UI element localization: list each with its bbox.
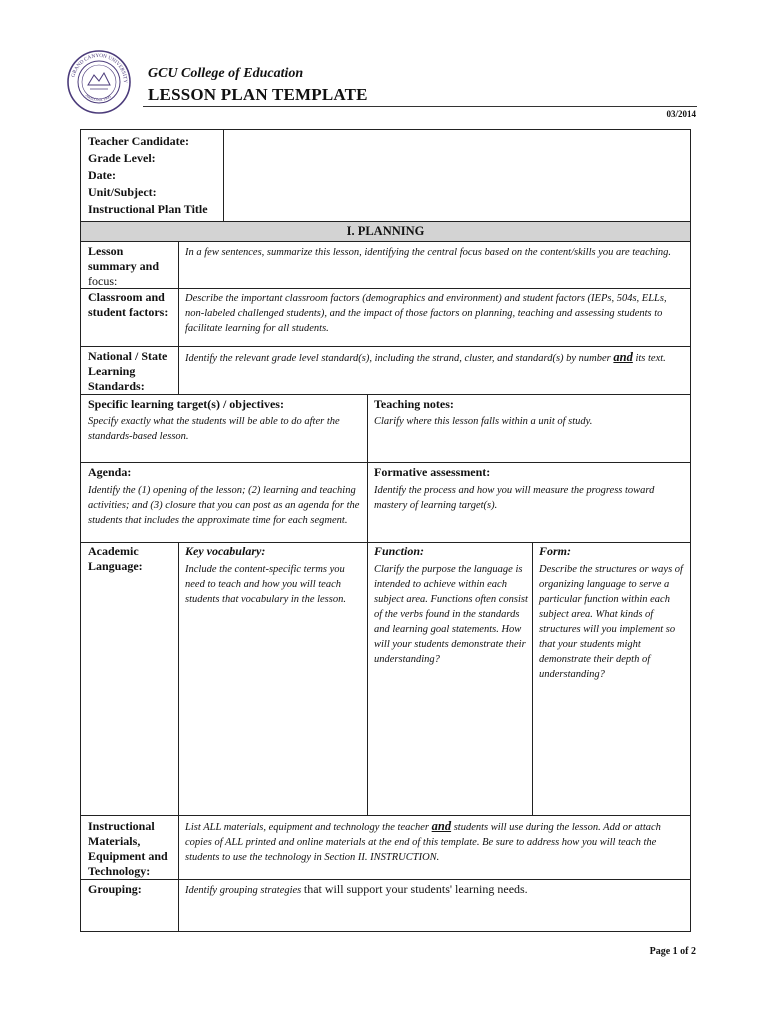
svg-text:GRAND CANYON UNIVERSITY: GRAND CANYON UNIVERSITY bbox=[70, 52, 129, 84]
planning-section-header bbox=[81, 221, 690, 242]
key-vocabulary-label: Key vocabulary: bbox=[185, 544, 266, 558]
grouping-label: Grouping: bbox=[88, 882, 142, 896]
formative-assessment-label: Formative assessment: bbox=[374, 465, 491, 479]
agenda-text: Identify the (1) opening of the lesson; (2) learning and teaching activities; and (3) closure that you can post as an agenda for the students that includes the approximate time for each segment. bbox=[88, 485, 360, 526]
label-column-divider bbox=[178, 242, 179, 394]
classroom-factors-text: Describe the important classroom factors (demographics and environment) and student factors (IEPs, 504s, ELLs, non-labeled challenged students), and the impact of those factors on planning, teaching and assessing students to facilitate learning for all students. bbox=[185, 293, 667, 334]
instructional-plan-title-label: Instructional Plan Title bbox=[88, 202, 208, 216]
agenda-label: Agenda: bbox=[88, 465, 132, 479]
materials-label-divider bbox=[178, 815, 179, 931]
date-label: Date: bbox=[88, 168, 116, 182]
header-divider bbox=[143, 106, 697, 107]
instructional-materials-text: List ALL materials, equipment and technology the teacher and students will use during the lesson. Add or attach copies of ALL printed and online materials at the end of this template. Be sure to address how you will teach the students to use the technology in Section II. INSTRUCTION. bbox=[185, 819, 661, 863]
row-divider bbox=[81, 394, 690, 395]
lesson-plan-table bbox=[80, 129, 691, 932]
university-seal-logo bbox=[66, 49, 132, 115]
teaching-notes-label: Teaching notes: bbox=[374, 397, 454, 411]
document-title: LESSON PLAN TEMPLATE bbox=[148, 85, 368, 104]
row-divider bbox=[81, 542, 690, 543]
svg-text:ARIZONA 1949: ARIZONA 1949 bbox=[84, 92, 112, 103]
planning-heading: I. PLANNING bbox=[346, 224, 425, 238]
classroom-factors-label: Classroom and student factors: bbox=[88, 290, 169, 319]
objectives-text: Specify exactly what the students will be able to do after the standards-based lesson. bbox=[88, 416, 340, 442]
function-label: Function: bbox=[374, 544, 425, 558]
academic-function-divider bbox=[367, 542, 368, 815]
academic-label-divider bbox=[178, 542, 179, 815]
standards-text: Identify the relevant grade level standard(s), including the strand, cluster, and standard(s) by number and its text. bbox=[185, 350, 666, 364]
row-divider bbox=[81, 815, 690, 816]
grade-level-label: Grade Level: bbox=[88, 151, 156, 165]
middle-column-divider bbox=[367, 394, 368, 542]
candidate-divider bbox=[223, 130, 224, 221]
standards-label: National / State Learning Standards: bbox=[88, 349, 168, 393]
teacher-candidate-label: Teacher Candidate: bbox=[88, 134, 190, 148]
row-divider bbox=[81, 288, 690, 289]
grouping-text: Identify grouping strategies that will support your students' learning needs. bbox=[185, 882, 528, 896]
key-vocabulary-text: Include the content-specific terms you need to teach and how you will teach students that vocabulary in the lesson. bbox=[185, 564, 346, 605]
form-text: Describe the structures or ways of organizing language to serve a particular function within each subject area. What kinds of structures will you implement so that your students might demonstrate their depth of understanding? bbox=[539, 564, 683, 680]
unit-subject-label: Unit/Subject: bbox=[88, 185, 157, 199]
formative-assessment-text: Identify the process and how you will measure the progress toward mastery of learning target(s). bbox=[374, 485, 655, 511]
lesson-summary-text: In a few sentences, summarize this lesson, identifying the central focus based on the content/skills you are teaching. bbox=[185, 247, 672, 258]
row-divider bbox=[81, 462, 690, 463]
instructional-materials-label: Instructional Materials, Equipment and Technology: bbox=[88, 819, 168, 878]
lesson-summary-label: Lesson summary and focus: bbox=[88, 244, 160, 288]
revision-date: 03/2014 bbox=[666, 109, 696, 119]
academic-form-divider bbox=[532, 542, 533, 815]
academic-language-label: Academic Language: bbox=[88, 544, 143, 573]
page-number: Page 1 of 2 bbox=[649, 946, 696, 957]
row-divider bbox=[81, 346, 690, 347]
row-divider bbox=[81, 879, 690, 880]
function-text: Clarify the purpose the language is intended to achieve within each subject area. Functions often consist of the verbs found in the standards and learning goal statements. How will your students demonstrate their understanding? bbox=[374, 564, 528, 665]
form-label: Form: bbox=[539, 544, 572, 558]
college-name: GCU College of Education bbox=[148, 66, 304, 81]
teaching-notes-text: Clarify where this lesson falls within a unit of study. bbox=[374, 416, 593, 427]
objectives-label: Specific learning target(s) / objectives: bbox=[88, 397, 284, 411]
